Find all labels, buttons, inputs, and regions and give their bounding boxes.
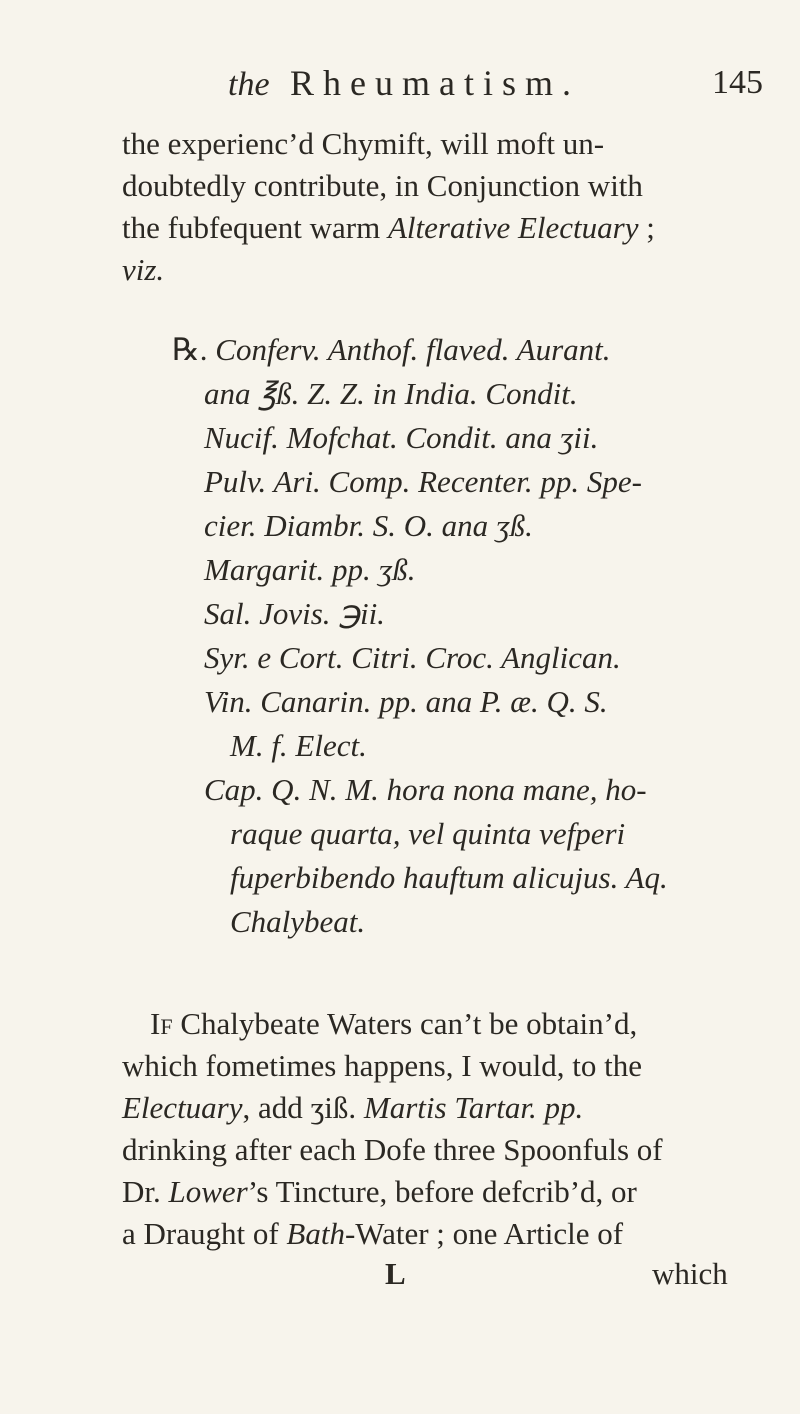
viz-label: viz.	[122, 252, 165, 287]
recipe-symbol: ℞.	[172, 332, 208, 367]
recipe-line-3: Nucif. Mofchat. Condit. ana ʒii.	[204, 420, 599, 455]
para2-line-4: drinking after each Dofe three Spoonfuls of	[122, 1132, 663, 1167]
recipe-line-5: cier. Diambr. S. O. ana ʒß.	[204, 508, 533, 543]
recipe-line-10: M. f. Elect.	[230, 728, 367, 763]
signature-mark: L	[385, 1256, 406, 1291]
running-title: Rheumatism.	[290, 63, 580, 103]
recipe-line-7: Sal. Jovis. ℈ii.	[204, 596, 385, 631]
recipe-line-6: Margarit. pp. ʒß.	[204, 552, 416, 587]
page-footer	[0, 1256, 800, 1412]
intro-line-2: doubtedly contribute, in Conjunction with	[122, 168, 643, 203]
recipe-line-14: Chalybeat.	[230, 904, 366, 939]
recipe-line-1: ℞. Conferv. Anthof. flaved. Aurant.	[172, 332, 611, 367]
para2-line-3: Electuary, add ʒiß. Martis Tartar. pp.	[122, 1090, 584, 1125]
para2-line-5: Dr. Lower’s Tincture, before defcrib’d, or	[122, 1174, 637, 1209]
para2-line-2: which fometimes happens, I would, to the	[122, 1048, 643, 1083]
recipe-line-13: fuperbibendo hauftum alicujus. Aq.	[230, 860, 668, 895]
recipe-line-12: raque quarta, vel quinta vefperi	[230, 816, 626, 851]
recipe-line-4: Pulv. Ari. Comp. Recenter. pp. Spe-	[204, 464, 642, 499]
catchword: which	[652, 1256, 728, 1291]
recipe-line-9: Vin. Canarin. pp. ana P. æ. Q. S.	[204, 684, 608, 719]
recipe-line-8: Syr. e Cort. Citri. Croc. Anglican.	[204, 640, 621, 675]
para2-line-1: If Chalybeate Waters can’t be obtain’d,	[150, 1006, 638, 1041]
recipe-line-2: ana ℥ß. Z. Z. in India. Condit.	[204, 376, 578, 411]
intro-line-1: the experienc’d Chymift, will moft un-	[122, 126, 605, 161]
page-number: 145	[712, 64, 763, 101]
running-header	[0, 62, 800, 112]
alterative-electuary: Alterative Electuary	[387, 210, 639, 245]
intro-line-3: the fubfequent warm Alterative Electuary ;	[122, 210, 655, 245]
header-article: the	[228, 66, 270, 103]
para-opening-word: If	[150, 1006, 173, 1041]
recipe-line-11: Cap. Q. N. M. hora nona mane, ho-	[204, 772, 647, 807]
para2-line-6: a Draught of Bath-Water ; one Article of	[122, 1216, 624, 1251]
